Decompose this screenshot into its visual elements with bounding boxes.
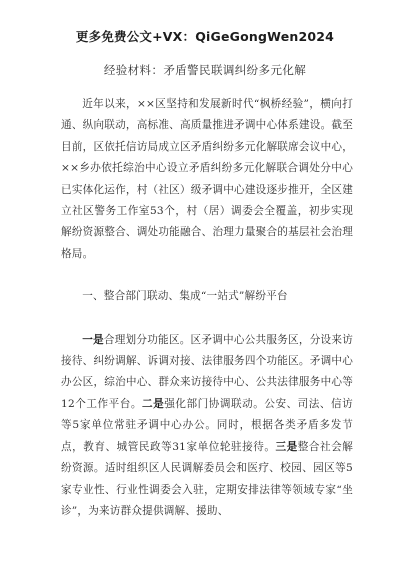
point-1-text: 合理划分功能区。区矛调中心公共服务区，分设来访接待、纠纷调解、诉调对接、法律服务四个功能区。矛调中心办公区，综治中心、群众来访接待中心、公共法律服务中心等12个工作平台。 [61,333,353,410]
section-1-paragraph [61,330,353,523]
point-3-label: 三是 [275,440,298,453]
point-2-label: 二是 [141,397,165,410]
point-1-label: 一是 [82,333,104,346]
point-3-text: 整合社会解纷资源。适时组织区人民调解委员会和医疗、校园、园区等5家专业性、行业性调委会入驻，定期安排法律等领域专家“坐诊”，为来访群众提供调解、援助、 [61,440,353,517]
section-heading-1: 一、整合部门联动、集成“一站式”解纷平台 [82,290,288,303]
point-2-text: 强化部门协调联动。公安、司法、信访等5家单位常驻矛调中心办公。同时，根据各类矛盾多发节点，教育、城管民政等31家单位轮驻接待。 [61,397,353,453]
document-body [61,94,353,522]
intro-paragraph: 近年以来，××区坚持和发展新时代“枫桥经验”，横向打通、纵向联动，高标准、高质量推进矛调中心体系建设。截至目前，区依托信访局成立区矛盾纠纷多元化解联席会议中心，××乡办依托综治中心设立矛盾纠纷多元化解联合调处分中心已实体化运作，村（社区）级矛调中心建设逐步推开，全区建立社区警务工作室53个，村（居）调委会全覆盖，初步实现解纷资源整合、调处功能融合、治理力量聚合的基层社会治理格局。 [61,98,353,260]
document-title: 经验材料：矛盾警民联调纠纷多元化解 [103,63,307,77]
promo-header: 更多免费公文+VX：QiGeGongWen2024 [75,29,335,44]
